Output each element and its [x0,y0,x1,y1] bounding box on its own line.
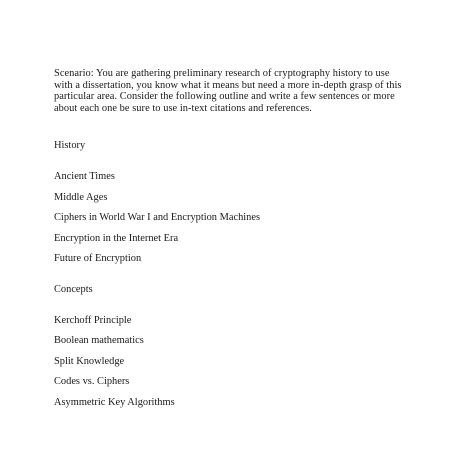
history-item-ancient-times: Ancient Times [54,171,115,182]
history-item-future: Future of Encryption [54,253,142,264]
concepts-item-split-knowledge: Split Knowledge [54,356,125,367]
scenario-paragraph: Scenario: You are gathering preliminary research of cryptography history to use with a dissertation, you know what it means but need a more in-depth grasp of this particular area. Consider the following outline and write a few sentences or more about each one be sure to use in-text citations and references. [54,68,402,114]
history-item-internet-era: Encryption in the Internet Era [54,233,179,244]
history-heading: History [54,140,86,151]
concepts-heading: Concepts [54,284,93,295]
history-item-ww1-ciphers: Ciphers in World War I and Encryption Machines [54,212,260,223]
history-item-middle-ages: Middle Ages [54,192,108,203]
concepts-item-asymmetric: Asymmetric Key Algorithms [54,397,175,408]
concepts-item-kerchoff: Kerchoff Principle [54,315,132,326]
concepts-item-boolean: Boolean mathematics [54,335,144,346]
concepts-item-codes-vs-ciphers: Codes vs. Ciphers [54,376,130,387]
